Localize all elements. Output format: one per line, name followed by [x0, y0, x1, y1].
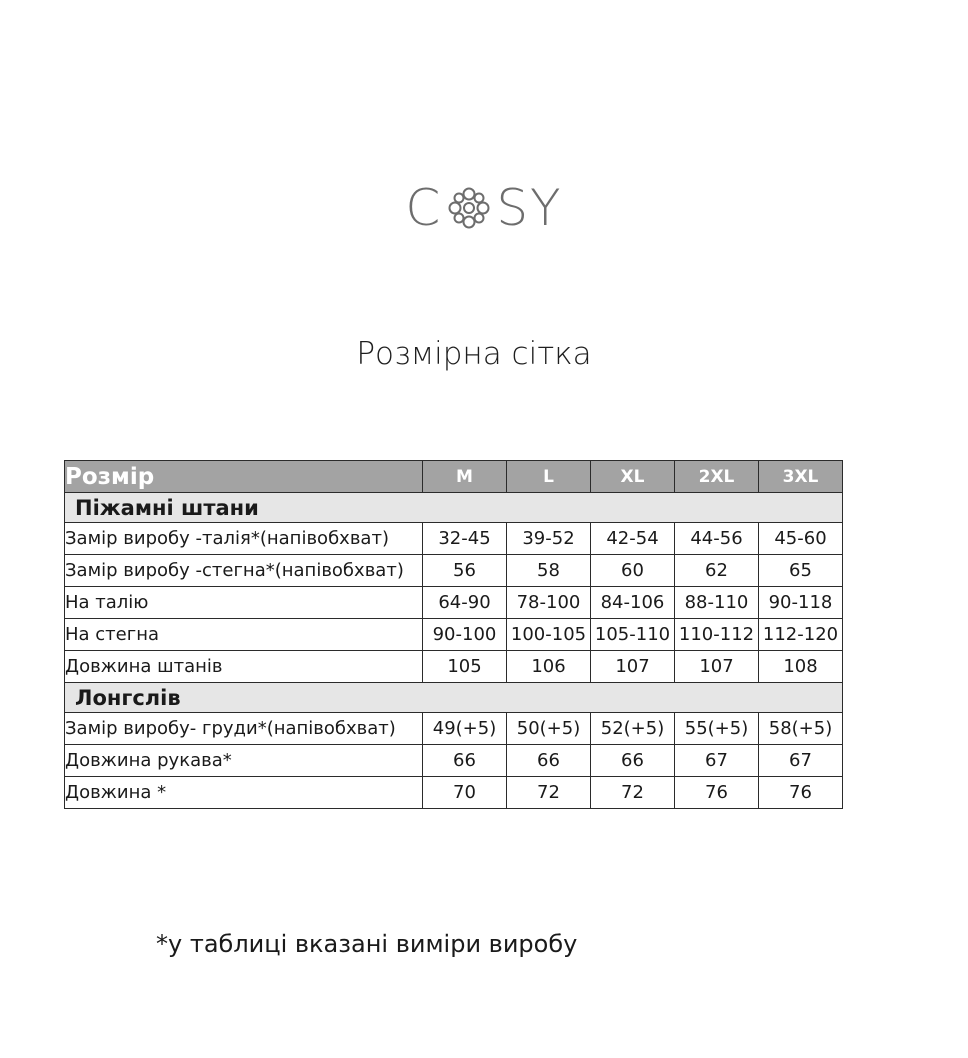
cell-value: 106 [507, 651, 591, 683]
table-row [65, 619, 843, 651]
cell-value: 76 [675, 777, 759, 809]
cell-value: 45-60 [759, 523, 843, 555]
flower-o-icon [446, 185, 492, 231]
cell-value: 72 [507, 777, 591, 809]
header-size-label: Розмір [65, 461, 423, 493]
cell-value: 32-45 [423, 523, 507, 555]
table-row [65, 523, 843, 555]
header-size-xl: XL [591, 461, 675, 493]
cell-value: 84-106 [591, 587, 675, 619]
page-title: Розмірна сітка [356, 336, 592, 372]
cell-value: 52(+5) [591, 713, 675, 745]
row-label: Довжина штанів [65, 651, 423, 683]
cell-value: 58(+5) [759, 713, 843, 745]
cell-value: 66 [423, 745, 507, 777]
cell-value: 67 [759, 745, 843, 777]
cell-value: 39-52 [507, 523, 591, 555]
cell-value: 78-100 [507, 587, 591, 619]
header-row [65, 461, 843, 493]
cell-value: 42-54 [591, 523, 675, 555]
header-size-m: M [423, 461, 507, 493]
cell-value: 44-56 [675, 523, 759, 555]
logo-text-right: SY [496, 179, 563, 237]
cell-value: 58 [507, 555, 591, 587]
cell-value: 66 [507, 745, 591, 777]
logo-text-left: C [405, 179, 443, 237]
table-row [65, 555, 843, 587]
table-row [65, 713, 843, 745]
cell-value: 105 [423, 651, 507, 683]
header-size-l: L [507, 461, 591, 493]
table-row [65, 587, 843, 619]
section-title: Лонгслів [65, 683, 843, 713]
section-row [65, 493, 843, 523]
cell-value: 55(+5) [675, 713, 759, 745]
cell-value: 108 [759, 651, 843, 683]
row-label: Замір виробу- груди*(напівобхват) [65, 713, 423, 745]
row-label: Довжина рукава* [65, 745, 423, 777]
table-row [65, 651, 843, 683]
cell-value: 76 [759, 777, 843, 809]
cell-value: 100-105 [507, 619, 591, 651]
cell-value: 72 [591, 777, 675, 809]
table-row [65, 777, 843, 809]
row-label: На стегна [65, 619, 423, 651]
cell-value: 107 [675, 651, 759, 683]
footnote: *у таблиці вказані виміри виробу [156, 930, 578, 958]
header-size-2xl: 2XL [675, 461, 759, 493]
row-label: Довжина * [65, 777, 423, 809]
cell-value: 62 [675, 555, 759, 587]
cell-value: 110-112 [675, 619, 759, 651]
cell-value: 60 [591, 555, 675, 587]
cell-value: 65 [759, 555, 843, 587]
cell-value: 64-90 [423, 587, 507, 619]
cell-value: 105-110 [591, 619, 675, 651]
cell-value: 88-110 [675, 587, 759, 619]
cell-value: 112-120 [759, 619, 843, 651]
cell-value: 70 [423, 777, 507, 809]
header-size-3xl: 3XL [759, 461, 843, 493]
size-chart-table [64, 460, 843, 809]
cell-value: 107 [591, 651, 675, 683]
cell-value: 90-118 [759, 587, 843, 619]
brand-logo [0, 178, 968, 238]
row-label: На талію [65, 587, 423, 619]
table-row [65, 745, 843, 777]
cell-value: 50(+5) [507, 713, 591, 745]
cell-value: 66 [591, 745, 675, 777]
cell-value: 56 [423, 555, 507, 587]
row-label: Замір виробу -талія*(напівобхват) [65, 523, 423, 555]
cell-value: 67 [675, 745, 759, 777]
row-label: Замір виробу -стегна*(напівобхват) [65, 555, 423, 587]
cell-value: 90-100 [423, 619, 507, 651]
cell-value: 49(+5) [423, 713, 507, 745]
section-row [65, 683, 843, 713]
section-title: Піжамні штани [65, 493, 843, 523]
